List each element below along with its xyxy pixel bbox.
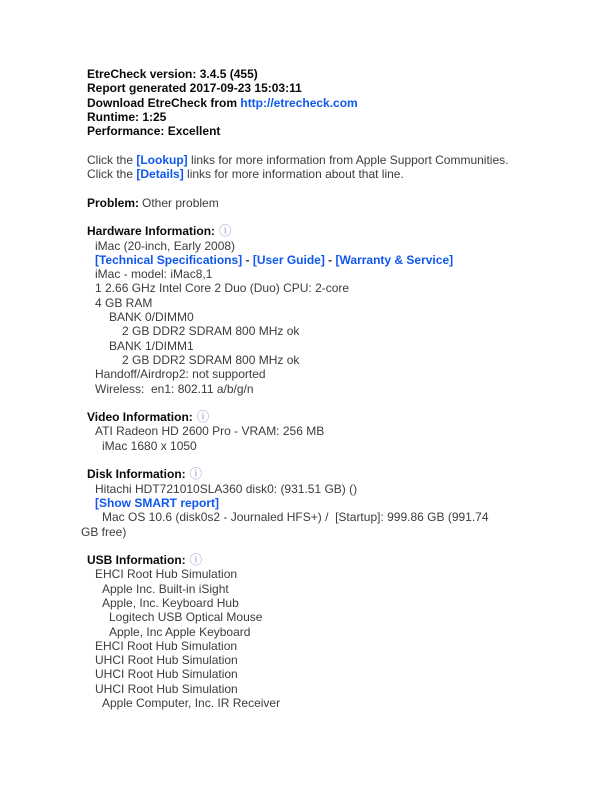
report-line: Apple, Inc Apple Keyboard (109, 624, 251, 639)
etrecheck-url-link[interactable]: http://etrecheck.com (240, 95, 358, 110)
hardware-section-heading (81, 224, 541, 238)
info-icon[interactable]: ⓘ (196, 409, 210, 425)
details-instruction-pre: Click the (87, 167, 137, 182)
technical-specifications-link[interactable]: [Technical Specifications] (95, 252, 243, 267)
hardware-links-line (81, 253, 541, 267)
disk-volume-lines (81, 510, 541, 539)
info-icon[interactable]: ⓘ (219, 223, 232, 239)
report-line: Handoff/Airdrop2: not supported (95, 367, 266, 382)
report-line: BANK 0/DIMM0 (109, 310, 194, 325)
lookup-instruction-pre: Click the (87, 152, 137, 167)
link-separator: - (242, 252, 253, 267)
info-icon[interactable]: ⓘ (189, 552, 203, 568)
info-icon[interactable]: ⓘ (189, 466, 203, 482)
link-separator: - (324, 252, 336, 267)
video-detail-lines (81, 424, 541, 453)
hardware-model-lines (81, 239, 541, 253)
report-line: ATI Radeon HD 2600 Pro - VRAM: 256 MB (95, 424, 325, 439)
report-line: 2 GB DDR2 SDRAM 800 MHz ok (122, 324, 300, 339)
user-guide-link[interactable]: [User Guide] (252, 252, 325, 267)
report-line: EHCI Root Hub Simulation (95, 638, 238, 653)
runtime-line: Runtime: 1:25 (87, 109, 167, 124)
report-line: iMac (20-inch, Early 2008) (95, 238, 236, 253)
hardware-section-title: Hardware Information: (87, 224, 216, 239)
report-line: Apple, Inc. Keyboard Hub (102, 595, 239, 610)
lookup-instruction-post: links for more information from Apple Support Communities. (187, 152, 509, 167)
video-section (81, 410, 541, 453)
problem-block (81, 196, 541, 210)
hardware-detail-lines (81, 267, 541, 396)
report-line: UHCI Root Hub Simulation (95, 667, 238, 682)
report-line: BANK 1/DIMM1 (109, 338, 194, 353)
details-instruction-line (81, 167, 541, 181)
report-line: Hitachi HDT721010SLA360 disk0: (931.51 GB) () (95, 481, 358, 496)
download-prefix: Download EtreCheck from (87, 95, 241, 110)
usb-device-lines (81, 567, 541, 710)
usb-section-heading (81, 553, 541, 567)
download-line (81, 96, 541, 110)
report-line: 2 GB DDR2 SDRAM 800 MHz ok (122, 352, 300, 367)
details-instruction-post: links for more information about that line. (183, 167, 404, 182)
problem-line (81, 196, 541, 210)
disk-section (81, 467, 541, 538)
report-line: iMac 1680 x 1050 (102, 438, 197, 453)
version-line: EtreCheck version: 3.4.5 (455) (87, 67, 258, 81)
show-smart-report-link[interactable]: [Show SMART report] (95, 495, 219, 510)
report-line: Apple Computer, Inc. IR Receiver (102, 696, 281, 711)
lookup-instruction-line (81, 153, 541, 167)
usb-section-title: USB Information: (87, 553, 186, 568)
report-line: Apple Inc. Built-in iSight (102, 581, 229, 596)
warranty-service-link[interactable]: [Warranty & Service] (335, 252, 454, 267)
usb-section (81, 553, 541, 710)
report-line: 1 2.66 GHz Intel Core 2 Duo (Duo) CPU: 2-core (95, 281, 350, 296)
report-line: iMac - model: iMac8,1 (95, 267, 213, 282)
generated-line: Report generated 2017-09-23 15:03:11 (87, 81, 302, 96)
disk-section-heading (81, 467, 541, 481)
report-header-block (81, 67, 541, 138)
lookup-link[interactable]: [Lookup] (136, 152, 188, 167)
details-link[interactable]: [Details] (136, 167, 184, 182)
report-line: Mac OS 10.6 (disk0s2 - Journaled HFS+) / [Startup]: 999.86 GB (991.74 (102, 510, 489, 525)
report-line: GB free) (81, 524, 127, 539)
report-line: 4 GB RAM (95, 295, 153, 310)
report-line: UHCI Root Hub Simulation (95, 681, 238, 696)
problem-value: Other problem (142, 195, 219, 210)
smart-report-line (81, 496, 541, 510)
hardware-section (81, 224, 541, 396)
video-section-heading (81, 410, 541, 424)
disk-drive-lines (81, 482, 541, 496)
performance-line: Performance: Excellent (87, 124, 221, 139)
report-line: EHCI Root Hub Simulation (95, 567, 238, 582)
disk-section-title: Disk Information: (87, 467, 186, 482)
problem-label: Problem: (87, 195, 140, 210)
report-line: UHCI Root Hub Simulation (95, 653, 238, 668)
instructions-block (81, 153, 541, 182)
report-line: Wireless: en1: 802.11 a/b/g/n (95, 381, 254, 396)
video-section-title: Video Information: (87, 410, 193, 425)
report-line: Logitech USB Optical Mouse (109, 610, 263, 625)
